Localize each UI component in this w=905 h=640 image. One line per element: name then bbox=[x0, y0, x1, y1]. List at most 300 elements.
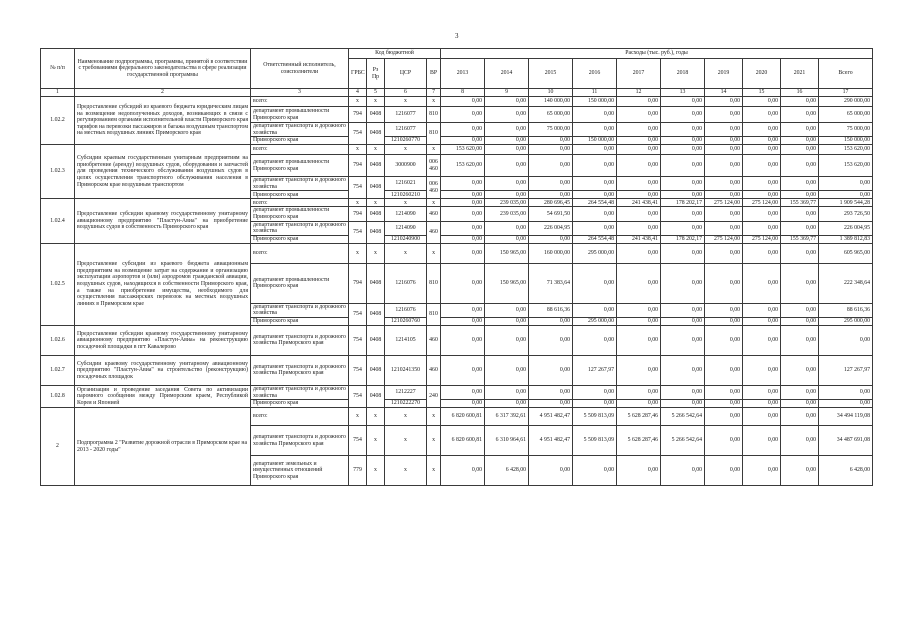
cell: 0,00 bbox=[441, 243, 485, 263]
row-name: Предоставление субсидий из краевого бюджета юридическим лицам на возмещение недополученных доходов, возникающих в связи с регулированием органами исполнительной власти Приморского края тарифов на перевозки пассажиров и багажа воздушным транспортом на местных воздушных линиях Приморского края bbox=[75, 97, 251, 145]
cell: 0,00 bbox=[781, 400, 819, 408]
header-year: 2015 bbox=[529, 59, 573, 89]
row-name: Предоставление субсидии из краевого бюджета авиационным предприятиям на возмещение затрат на содержание и организацию эксплуатации аэропортов и (или) аэродромов гражданской авиации, воздушных судов, находящихся в собственности Приморского края, а также на приобретение имущества, необходимого для осуществления пассажирских перевозок на местных воздушных линиях в Приморском крае bbox=[75, 243, 251, 325]
cell: 264 554,48 bbox=[573, 199, 617, 207]
executor: департамент транспорта и дорожного хозяйства bbox=[251, 221, 349, 235]
executor: департамент промышленности Приморского края bbox=[251, 107, 349, 123]
cell: 0408 bbox=[367, 155, 385, 177]
cell: 0,00 bbox=[617, 107, 661, 123]
cell: 0,00 bbox=[573, 207, 617, 221]
table-row bbox=[41, 199, 873, 207]
cell: 1216076 bbox=[385, 263, 427, 303]
cell: 75 000,00 bbox=[819, 123, 873, 137]
cell: 295 000,00 bbox=[573, 317, 617, 325]
cell: 241 438,41 bbox=[617, 199, 661, 207]
cell: 0,00 bbox=[781, 408, 819, 426]
row-number: 1.02.6 bbox=[41, 325, 75, 355]
cell: 0,00 bbox=[573, 221, 617, 235]
cell: 605 965,00 bbox=[819, 243, 873, 263]
cell: 1216077 bbox=[385, 107, 427, 123]
cell: 0,00 bbox=[441, 207, 485, 221]
cell: 754 bbox=[349, 355, 367, 385]
cell: 0,00 bbox=[781, 207, 819, 221]
cell: 0,00 bbox=[485, 107, 529, 123]
executor: Приморского края bbox=[251, 235, 349, 243]
cell: x bbox=[349, 97, 367, 107]
table-row bbox=[41, 97, 873, 107]
col-index: 17 bbox=[819, 89, 873, 97]
cell: 0,00 bbox=[573, 155, 617, 177]
cell: 0,00 bbox=[485, 355, 529, 385]
cell: 65 000,00 bbox=[529, 107, 573, 123]
cell: 5 509 813,09 bbox=[573, 426, 617, 456]
cell: 0,00 bbox=[661, 137, 705, 145]
cell: 0,00 bbox=[529, 456, 573, 486]
cell: 65 000,00 bbox=[819, 107, 873, 123]
cell: 1 909 544,28 bbox=[819, 199, 873, 207]
executor: департамент транспорта и дорожного хозяйства bbox=[251, 303, 349, 317]
cell: x bbox=[367, 408, 385, 426]
cell: 0,00 bbox=[485, 145, 529, 155]
cell: 0,00 bbox=[661, 400, 705, 408]
cell: 0,00 bbox=[705, 123, 743, 137]
cell: 0,00 bbox=[617, 145, 661, 155]
cell: 1212227 bbox=[385, 385, 427, 399]
cell: 0,00 bbox=[441, 107, 485, 123]
header-year: 2016 bbox=[573, 59, 617, 89]
cell: 0,00 bbox=[617, 325, 661, 355]
cell: 1216021 bbox=[385, 177, 427, 191]
cell: 0,00 bbox=[781, 303, 819, 317]
cell: x bbox=[427, 97, 441, 107]
cell: 150 000,00 bbox=[573, 97, 617, 107]
executor-total: всего: bbox=[251, 199, 349, 207]
cell: 0,00 bbox=[485, 400, 529, 408]
cell: 0408 bbox=[367, 385, 385, 407]
cell: 0,00 bbox=[705, 191, 743, 199]
cell: 0,00 bbox=[485, 221, 529, 235]
table-row bbox=[41, 243, 873, 263]
cell: 0,00 bbox=[705, 456, 743, 486]
cell: 1210260760 bbox=[385, 317, 427, 325]
row-number: 1.02.7 bbox=[41, 355, 75, 385]
cell: x bbox=[427, 426, 441, 456]
cell: 275 124,00 bbox=[705, 235, 743, 243]
cell: 0,00 bbox=[573, 123, 617, 137]
cell: 0,00 bbox=[743, 243, 781, 263]
cell: 0,00 bbox=[529, 355, 573, 385]
cell: 0,00 bbox=[661, 263, 705, 303]
col-index: 12 bbox=[617, 89, 661, 97]
cell: x bbox=[427, 243, 441, 263]
cell: 0,00 bbox=[573, 456, 617, 486]
executor: департамент промышленности Приморского края bbox=[251, 263, 349, 303]
cell: 0,00 bbox=[781, 317, 819, 325]
cell: 0,00 bbox=[781, 107, 819, 123]
cell: 34 487 691,08 bbox=[819, 426, 873, 456]
cell: 0,00 bbox=[743, 207, 781, 221]
cell: 0,00 bbox=[743, 317, 781, 325]
cell: 0408 bbox=[367, 325, 385, 355]
cell: 0,00 bbox=[743, 221, 781, 235]
col-index: 2 bbox=[75, 89, 251, 97]
cell: 1216076 bbox=[385, 303, 427, 317]
cell: 0,00 bbox=[661, 191, 705, 199]
cell: 0,00 bbox=[441, 235, 485, 243]
cell: 0,00 bbox=[661, 177, 705, 191]
cell: 153 620,00 bbox=[819, 155, 873, 177]
cell: 0,00 bbox=[573, 325, 617, 355]
executor: департамент транспорта и дорожного хозяйства Приморского края bbox=[251, 325, 349, 355]
header-expenses: Расходы (тыс. руб.), годы bbox=[441, 49, 873, 59]
cell: 0,00 bbox=[705, 137, 743, 145]
executor: Приморского края bbox=[251, 400, 349, 408]
cell: x bbox=[385, 97, 427, 107]
cell: x bbox=[427, 199, 441, 207]
cell: 0,00 bbox=[573, 400, 617, 408]
cell: 779 bbox=[349, 456, 367, 486]
executor: департамент транспорта и дорожного хозяйства bbox=[251, 123, 349, 137]
cell: x bbox=[367, 243, 385, 263]
cell: 239 035,00 bbox=[485, 207, 529, 221]
cell: 153 620,00 bbox=[819, 145, 873, 155]
header-vr: ВР bbox=[427, 59, 441, 89]
cell: 0,00 bbox=[781, 191, 819, 199]
cell: 0,00 bbox=[705, 263, 743, 303]
cell: 0,00 bbox=[617, 263, 661, 303]
cell: 754 bbox=[349, 123, 367, 145]
cell: x bbox=[385, 408, 427, 426]
cell: 0,00 bbox=[743, 137, 781, 145]
cell: x bbox=[427, 456, 441, 486]
cell: 1210222270 bbox=[385, 400, 427, 408]
cell: 0,00 bbox=[705, 107, 743, 123]
cell: 0,00 bbox=[573, 107, 617, 123]
table-row bbox=[41, 145, 873, 155]
cell: 754 bbox=[349, 177, 367, 199]
cell: 794 bbox=[349, 207, 367, 221]
cell: x bbox=[385, 243, 427, 263]
header-budget-code: Код бюджетной bbox=[349, 49, 441, 59]
cell: 0,00 bbox=[617, 456, 661, 486]
cell: 0,00 bbox=[743, 177, 781, 191]
cell: 0408 bbox=[367, 303, 385, 325]
cell: 0,00 bbox=[573, 263, 617, 303]
executor-total: всего: bbox=[251, 408, 349, 426]
cell: 006 460 bbox=[427, 155, 441, 177]
cell: 0,00 bbox=[441, 191, 485, 199]
header-year: 2021 bbox=[781, 59, 819, 89]
cell: 0,00 bbox=[529, 191, 573, 199]
cell: 226 004,95 bbox=[529, 221, 573, 235]
cell: 127 267,97 bbox=[819, 355, 873, 385]
header-name: Наименование подпрограммы, программы, принятой в соответствии с требованиями федерального законодательства в сфере реализации государственной программы bbox=[75, 49, 251, 89]
cell: 280 696,45 bbox=[529, 199, 573, 207]
cell: 810 bbox=[427, 107, 441, 123]
header-year: 2020 bbox=[743, 59, 781, 89]
cell: 0,00 bbox=[573, 177, 617, 191]
cell: 0,00 bbox=[781, 426, 819, 456]
cell: 0,00 bbox=[705, 317, 743, 325]
cell: 1210260770 bbox=[385, 137, 427, 145]
cell: x bbox=[367, 97, 385, 107]
row-name: Предоставление субсидии краевому государственному унитарному авиационному предприятию "Пластун-Авиа" на приобретение воздушных судов в собственность Приморского края bbox=[75, 199, 251, 243]
cell: 460 bbox=[427, 221, 441, 243]
cell: 0,00 bbox=[781, 355, 819, 385]
cell: 0,00 bbox=[617, 191, 661, 199]
cell: 0408 bbox=[367, 221, 385, 243]
cell: x bbox=[349, 199, 367, 207]
cell: 0,00 bbox=[705, 408, 743, 426]
cell: 155 369,77 bbox=[781, 235, 819, 243]
cell: 0,00 bbox=[617, 221, 661, 235]
cell: 0,00 bbox=[529, 400, 573, 408]
cell: 754 bbox=[349, 426, 367, 456]
cell: 295 000,00 bbox=[819, 317, 873, 325]
cell: 0,00 bbox=[441, 199, 485, 207]
cell: 0,00 bbox=[743, 385, 781, 399]
cell: 0,00 bbox=[661, 355, 705, 385]
cell: x bbox=[349, 145, 367, 155]
cell: 0,00 bbox=[617, 177, 661, 191]
cell: 0,00 bbox=[705, 221, 743, 235]
cell: 0,00 bbox=[529, 177, 573, 191]
cell: 0,00 bbox=[743, 155, 781, 177]
table-row bbox=[41, 385, 873, 399]
cell: 0,00 bbox=[441, 123, 485, 137]
cell: x bbox=[385, 145, 427, 155]
cell: 1210260210 bbox=[385, 191, 427, 199]
cell: 0,00 bbox=[705, 97, 743, 107]
cell: 754 bbox=[349, 325, 367, 355]
cell: 0,00 bbox=[661, 221, 705, 235]
cell: 0,00 bbox=[743, 191, 781, 199]
cell: 0408 bbox=[367, 107, 385, 123]
executor: департамент промышленности Приморского края bbox=[251, 155, 349, 177]
cell: 0,00 bbox=[743, 107, 781, 123]
cell: 0,00 bbox=[781, 177, 819, 191]
cell: 0,00 bbox=[705, 145, 743, 155]
cell: 0,00 bbox=[743, 263, 781, 303]
col-index: 4 bbox=[349, 89, 367, 97]
cell: 0,00 bbox=[485, 123, 529, 137]
cell: 0,00 bbox=[705, 385, 743, 399]
cell: 0,00 bbox=[573, 145, 617, 155]
cell: 0,00 bbox=[819, 325, 873, 355]
cell: 293 726,50 bbox=[819, 207, 873, 221]
cell: 0,00 bbox=[617, 355, 661, 385]
cell: 0,00 bbox=[485, 97, 529, 107]
cell: 794 bbox=[349, 263, 367, 303]
cell: 153 620,00 bbox=[441, 155, 485, 177]
header-year: 2014 bbox=[485, 59, 529, 89]
cell: 178 202,17 bbox=[661, 235, 705, 243]
cell: 0,00 bbox=[441, 97, 485, 107]
cell: 0,00 bbox=[743, 145, 781, 155]
cell: 754 bbox=[349, 303, 367, 325]
executor: Приморского края bbox=[251, 317, 349, 325]
cell: 794 bbox=[349, 155, 367, 177]
cell: 0,00 bbox=[661, 243, 705, 263]
cell: 127 267,97 bbox=[573, 355, 617, 385]
cell: 0,00 bbox=[485, 177, 529, 191]
cell: 0,00 bbox=[781, 155, 819, 177]
cell: 0,00 bbox=[617, 207, 661, 221]
cell: 6 428,00 bbox=[485, 456, 529, 486]
col-index: 1 bbox=[41, 89, 75, 97]
cell: 460 bbox=[427, 325, 441, 355]
row-name: Подпрограмма 2 "Развитие дорожной отрасли в Приморском крае на 2013 - 2020 годы" bbox=[75, 408, 251, 486]
cell: 0,00 bbox=[441, 400, 485, 408]
header-csr: ЦСР bbox=[385, 59, 427, 89]
cell: 0,00 bbox=[617, 243, 661, 263]
cell: 6 317 392,61 bbox=[485, 408, 529, 426]
cell: 0,00 bbox=[441, 355, 485, 385]
cell: 222 348,64 bbox=[819, 263, 873, 303]
cell: 0,00 bbox=[617, 400, 661, 408]
page-number: 3 bbox=[455, 32, 459, 40]
cell: 88 616,36 bbox=[529, 303, 573, 317]
executor: департамент транспорта и дорожного хозяйства Приморского края bbox=[251, 355, 349, 385]
cell: 0,00 bbox=[705, 243, 743, 263]
cell: 0,00 bbox=[743, 408, 781, 426]
cell: 0,00 bbox=[617, 123, 661, 137]
col-index: 16 bbox=[781, 89, 819, 97]
cell: 0,00 bbox=[819, 191, 873, 199]
col-index: 9 bbox=[485, 89, 529, 97]
cell: 0,00 bbox=[485, 235, 529, 243]
header-year: 2018 bbox=[661, 59, 705, 89]
row-number: 1.02.5 bbox=[41, 243, 75, 325]
cell: 0,00 bbox=[617, 317, 661, 325]
cell: 0408 bbox=[367, 355, 385, 385]
cell: 794 bbox=[349, 107, 367, 123]
cell: 0,00 bbox=[743, 456, 781, 486]
cell: 0,00 bbox=[485, 155, 529, 177]
executor: Приморского края bbox=[251, 137, 349, 145]
header-total: Всего bbox=[819, 59, 873, 89]
cell: 150 000,00 bbox=[819, 137, 873, 145]
col-index: 6 bbox=[385, 89, 427, 97]
cell: 1 389 812,83 bbox=[819, 235, 873, 243]
cell: x bbox=[367, 456, 385, 486]
cell: 0408 bbox=[367, 207, 385, 221]
cell: 226 004,95 bbox=[819, 221, 873, 235]
cell: x bbox=[349, 408, 367, 426]
cell: 1214090 bbox=[385, 221, 427, 235]
cell: x bbox=[385, 456, 427, 486]
cell: 0,00 bbox=[819, 177, 873, 191]
executor: департамент транспорта и дорожного хозяйства bbox=[251, 177, 349, 191]
cell: 5 628 287,46 bbox=[617, 426, 661, 456]
col-index: 5 bbox=[367, 89, 385, 97]
cell: 140 000,00 bbox=[529, 97, 573, 107]
cell: 0,00 bbox=[705, 426, 743, 456]
cell: x bbox=[367, 145, 385, 155]
cell: 0,00 bbox=[781, 123, 819, 137]
cell: 0,00 bbox=[529, 137, 573, 145]
cell: 88 616,36 bbox=[819, 303, 873, 317]
col-index: 3 bbox=[251, 89, 349, 97]
cell: 0,00 bbox=[705, 325, 743, 355]
cell: 0,00 bbox=[573, 191, 617, 199]
cell: 0,00 bbox=[661, 155, 705, 177]
header-year: 2017 bbox=[617, 59, 661, 89]
cell: 0,00 bbox=[743, 303, 781, 317]
cell: 0408 bbox=[367, 263, 385, 303]
row-name: Субсидии краевым государственным унитарным предприятиям на приобретение (аренду) воздушных судов, оборудования и запчастей для проведения технического обслуживания воздушных судов в целях осуществления транспортного обслуживания населения в Приморском крае воздушным транспортом bbox=[75, 145, 251, 199]
cell: 240 bbox=[427, 385, 441, 407]
table-row bbox=[41, 355, 873, 385]
cell: 0,00 bbox=[661, 325, 705, 355]
col-index: 11 bbox=[573, 89, 617, 97]
cell: 0,00 bbox=[705, 177, 743, 191]
cell: 754 bbox=[349, 385, 367, 407]
header-rzpr: Рз Пр bbox=[367, 59, 385, 89]
cell: 0,00 bbox=[781, 456, 819, 486]
cell: 178 202,17 bbox=[661, 199, 705, 207]
cell: 0,00 bbox=[781, 221, 819, 235]
cell: 0,00 bbox=[485, 317, 529, 325]
cell: 1210240900 bbox=[385, 235, 427, 243]
cell: 0,00 bbox=[529, 145, 573, 155]
cell: 810 bbox=[427, 263, 441, 303]
cell: x bbox=[349, 243, 367, 263]
executor: Приморского края bbox=[251, 191, 349, 199]
cell: 0,00 bbox=[705, 303, 743, 317]
cell: 275 124,00 bbox=[743, 199, 781, 207]
cell: 0,00 bbox=[781, 243, 819, 263]
cell: 0408 bbox=[367, 123, 385, 145]
cell: 4 951 482,47 bbox=[529, 426, 573, 456]
cell: 0,00 bbox=[485, 325, 529, 355]
cell: 0,00 bbox=[441, 303, 485, 317]
cell: 6 820 600,81 bbox=[441, 426, 485, 456]
cell: x bbox=[427, 408, 441, 426]
executor: департамент земельных и имущественных отношений Приморского края bbox=[251, 456, 349, 486]
cell: 1216077 bbox=[385, 123, 427, 137]
cell: 810 bbox=[427, 123, 441, 145]
cell: 0,00 bbox=[781, 137, 819, 145]
header-year: 2019 bbox=[705, 59, 743, 89]
cell: 0,00 bbox=[781, 263, 819, 303]
executor-total: всего: bbox=[251, 145, 349, 155]
executor: департамент транспорта и дорожного хозяйства Приморского края bbox=[251, 426, 349, 456]
cell: 71 383,64 bbox=[529, 263, 573, 303]
cell: 54 691,50 bbox=[529, 207, 573, 221]
cell: 0,00 bbox=[529, 317, 573, 325]
cell: 0,00 bbox=[743, 355, 781, 385]
col-index: 8 bbox=[441, 89, 485, 97]
cell: 754 bbox=[349, 221, 367, 243]
cell: 0,00 bbox=[573, 303, 617, 317]
cell: 1214105 bbox=[385, 325, 427, 355]
cell: 6 820 600,81 bbox=[441, 408, 485, 426]
cell: 0,00 bbox=[705, 155, 743, 177]
cell: 0,00 bbox=[529, 385, 573, 399]
cell: 1214090 bbox=[385, 207, 427, 221]
cell: 0,00 bbox=[617, 385, 661, 399]
cell: 150 000,00 bbox=[573, 137, 617, 145]
header-grbs: ГРБС bbox=[349, 59, 367, 89]
cell: 0,00 bbox=[661, 145, 705, 155]
cell: 150 965,00 bbox=[485, 263, 529, 303]
cell: 0,00 bbox=[529, 325, 573, 355]
cell: 0,00 bbox=[441, 137, 485, 145]
row-name: Организация и проведение заседания Совета по активизации паромного сообщения между Приморским краем, Республикой Корея и Японией bbox=[75, 385, 251, 407]
table-row bbox=[41, 325, 873, 355]
cell: 0408 bbox=[367, 177, 385, 199]
